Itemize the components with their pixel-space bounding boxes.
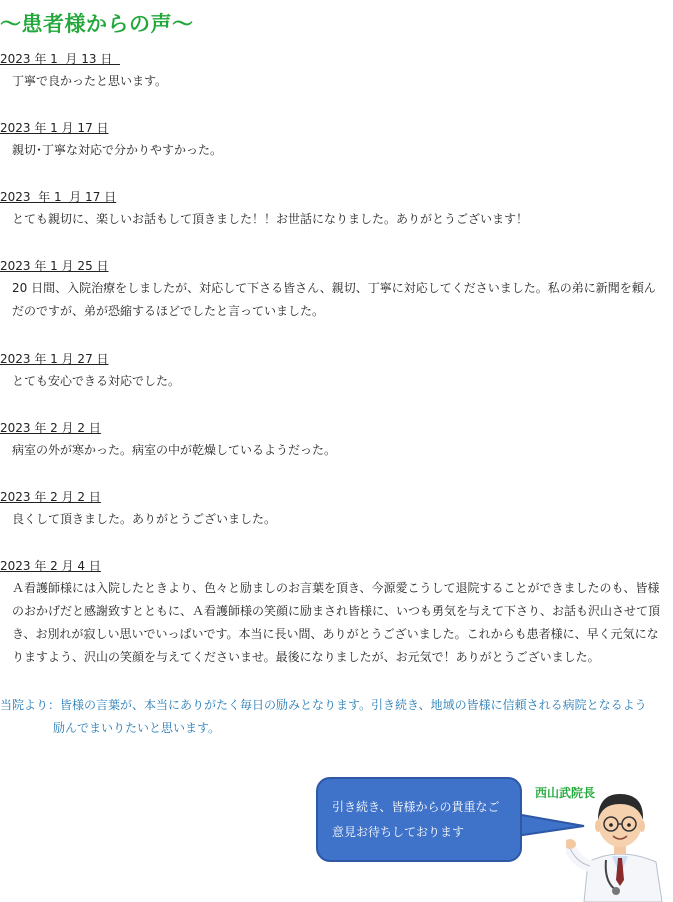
hospital-reply xyxy=(0,694,668,740)
entry-text: 20 日間、入院治療をしましたが、対応して下さる皆さん、親切、丁寧に対応してくださいました。私の弟に新聞を頼んだのですが、弟が恐縮するほどでしたと言っていました。 xyxy=(12,281,656,318)
entry-date: 2023 年 1 月 25 日 xyxy=(0,259,109,273)
doctor-illustration-icon xyxy=(566,780,673,902)
entry-text: 病室の外が寒かった。病室の中が乾燥しているようだった。 xyxy=(12,443,337,457)
bubble-line2: 意見お待ちしております xyxy=(332,825,465,839)
reply-text-line1: 皆様の言葉が、本当にありがたく毎日の励みとなります。引き続き、地域の皆様に信頼される病院となるよう xyxy=(60,698,647,712)
director-name: 西山武院長 xyxy=(535,786,596,800)
feedback-entry xyxy=(0,121,666,162)
entry-text: Ａ看護師様には入院したときより、色々と励ましのお言葉を頂き、今源愛こうして退院することができましたのも、皆様のおかげだと感謝致すとともに、Ａ看護師様の笑顔に励まされ皆様に、いつも勇気を与えて下さり、お話も沢山させて頂き、お別れが寂しい思いでいっぱいです。本当に長い間、ありがとうございました。これからも患者様に、早く元気になりますよう、沢山の笑顔を与えてくださいませ。最後になりましたが、お元気で！ありがとうございました。 xyxy=(12,581,661,664)
feedback-entry xyxy=(0,559,666,669)
reply-label: 当院より： xyxy=(0,698,61,712)
entry-text: 親切･丁寧な対応で分かりやすかった。 xyxy=(12,143,223,157)
feedback-entry xyxy=(0,490,666,531)
entry-date: 2023 年 2 月 4 日 xyxy=(0,559,101,573)
entry-date: 2023 年 2 月 2 日 xyxy=(0,421,101,435)
entry-date: 2023 年 1 月 17 日 xyxy=(0,190,117,204)
feedback-entry xyxy=(0,421,666,462)
feedback-entry xyxy=(0,190,666,231)
feedback-entry xyxy=(0,352,666,393)
entry-text: とても安心できる対応でした。 xyxy=(12,374,181,388)
feedback-entry xyxy=(0,52,666,93)
feedback-entry xyxy=(0,259,666,323)
speech-bubble xyxy=(316,777,522,862)
reply-text-line2: 励んでまいりたいと思います。 xyxy=(53,721,221,735)
entry-date: 2023 年 1 月 17 日 xyxy=(0,121,109,135)
page-title: 〜患者様からの声〜 xyxy=(0,12,194,36)
entry-date: 2023 年 1 月 13 日 xyxy=(0,52,120,66)
entry-text: 丁寧で良かったと思います。 xyxy=(12,74,168,88)
entry-date: 2023 年 1 月 27 日 xyxy=(0,352,109,366)
bubble-line1: 引き続き、皆様からの貴重なご xyxy=(332,800,500,814)
entry-text: 良くして頂きました。ありがとうございました。 xyxy=(12,512,277,526)
entry-date: 2023 年 2 月 2 日 xyxy=(0,490,101,504)
entry-text: とても親切に、楽しいお話もして頂きました！！お世話になりました。ありがとうございます！ xyxy=(12,212,529,226)
